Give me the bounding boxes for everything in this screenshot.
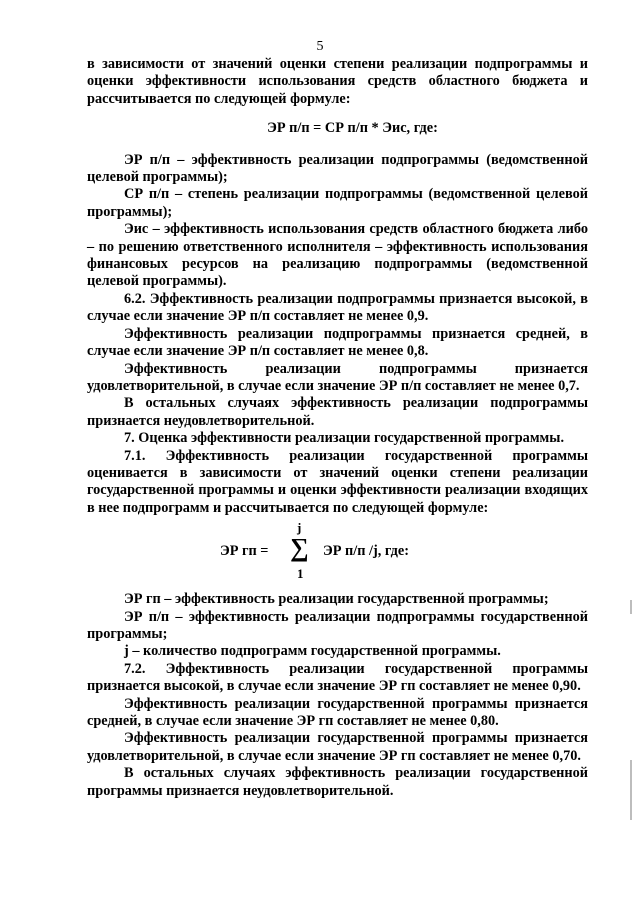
paragraph-7-2-medium: Эффективность реализации государственной программы признается средней, в случае если значение ЭР гп составляет не менее 0,80. <box>87 695 588 729</box>
scan-artifact <box>630 600 632 614</box>
definition-er-pp: ЭР п/п – эффективность реализации подпрограммы (ведомственной целевой программы); <box>87 151 588 186</box>
scan-artifact <box>630 760 632 820</box>
paragraph-7-2-satisfactory: Эффективность реализации государственной программы признается удовлетворительной, в случае если значение ЭР гп составляет не менее 0,70. <box>87 730 588 764</box>
section-7-title: 7. Оценка эффективности реализации государственной программы. <box>124 430 565 447</box>
sum-lower-limit: 1 <box>297 566 304 582</box>
formula-er-pp: ЭР п/п = СР п/п * Эис, где: <box>267 120 438 137</box>
paragraph-6-2-other: В остальных случаях эффективность реализации подпрограммы признается неудовлетворительной. <box>87 395 588 429</box>
formula-er-gp-right: ЭР п/п /j, где: <box>323 543 410 560</box>
paragraph-6-2-high: 6.2. Эффективность реализации подпрограммы признается высокой, в случае если значение ЭР п/п составляет не менее 0,9. <box>87 290 588 325</box>
paragraph-6-2-medium: Эффективность реализации подпрограммы признается средней, в случае если значение ЭР п/п составляет не менее 0,8. <box>87 325 588 360</box>
page-number: 5 <box>316 39 324 54</box>
formula-er-gp <box>87 519 588 585</box>
paragraph-7-2-other: В остальных случаях эффективность реализации государственной программы признается неудовлетворительной. <box>87 765 588 799</box>
definition-er-pp-gp: ЭР п/п – эффективность реализации подпрограммы государственной программы; <box>87 608 588 642</box>
definition-eis: Эис – эффективность использования средств областного бюджета либо – по решению ответственного исполнителя – эффективность использования финансовых ресурсов на реализацию подпрограммы (ведомственной целевой программы). <box>87 221 588 290</box>
sigma-symbol: ∑ <box>290 533 309 563</box>
formula-er-gp-left: ЭР гп = <box>220 543 269 560</box>
paragraph-6-2-satisfactory: Эффективность реализации подпрограммы признается удовлетворительной, в случае если значение ЭР п/п составляет не менее 0,7. <box>87 360 588 394</box>
paragraph-7-1: 7.1. Эффективность реализации государственной программы оценивается в зависимости от значений оценки степени реализации государственной программы и оценки эффективности реализации входящих в нее подпрограмм и рассчитывается по следующей формуле: <box>87 447 588 516</box>
document-body <box>87 56 588 800</box>
sum-upper-limit: j <box>297 520 302 536</box>
intro-paragraph: в зависимости от значений оценки степени реализации подпрограммы и оценки эффективности использования средств областного бюджета и рассчитывается по следующей формуле: <box>87 56 588 107</box>
definition-j: j – количество подпрограмм государственной программы. <box>124 643 501 660</box>
definition-er-gp: ЭР гп – эффективность реализации государственной программы; <box>124 591 549 608</box>
definition-sr-pp: СР п/п – степень реализации подпрограммы (ведомственной целевой программы); <box>87 186 588 220</box>
paragraph-7-2-high: 7.2. Эффективность реализации государственной программы признается высокой, в случае если значение ЭР гп составляет не менее 0,90. <box>87 660 588 695</box>
